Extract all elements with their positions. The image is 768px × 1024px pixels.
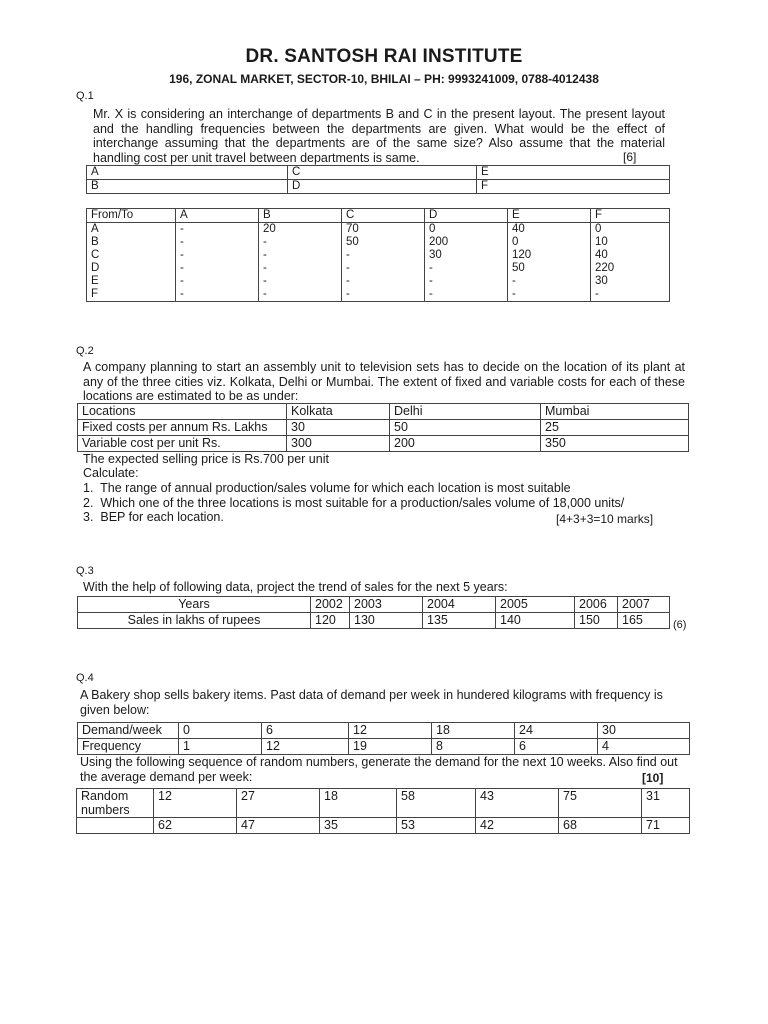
q3-text: With the help of following data, project the trend of sales for the next 5 years: [83,580,508,594]
cell: 2005 [496,597,575,613]
cell: 0 [179,723,262,739]
list-item: 3. BEP for each location. [83,510,224,524]
cell: - [259,275,342,288]
cell: E [87,275,176,288]
cell: B [87,236,176,249]
table-row [87,166,670,180]
cell: Locations [78,404,287,420]
q2-marks: [4+3+3=10 marks] [556,512,654,526]
cell: 40 [591,249,670,262]
cell: 24 [515,723,598,739]
cell: - [342,249,425,262]
cell: 30 [598,723,690,739]
q3-label: Q.3 [76,565,94,577]
q3-marks: (6) [673,619,687,631]
cell: Kolkata [287,404,390,420]
table-row [78,597,670,613]
item-text: Which one of the three locations is most suitable for a production/sales volume of 18,000 units/ [100,495,625,510]
cell: - [176,275,259,288]
cell: 0 [425,223,508,237]
cell: - [508,288,591,302]
table-row [87,236,670,249]
cell: 75 [559,789,642,818]
table-row [77,789,690,818]
cell: 58 [397,789,476,818]
cell: 6 [262,723,349,739]
q1-layout-table [86,165,670,194]
cell: 40 [508,223,591,237]
cell: 8 [432,739,515,755]
layout-cell: E [477,166,670,180]
cell: 120 [508,249,591,262]
cell: 35 [320,818,397,834]
cell: 18 [320,789,397,818]
cell: 10 [591,236,670,249]
cell: 2004 [423,597,496,613]
q4-text: A Bakery shop sells bakery items. Past data of demand per week in hundered kilograms with frequency is given below: [80,688,663,717]
q2-text: A company planning to start an assembly unit to television sets has to decide on the location of its plant at any of the three cities viz. Kolkata, Delhi or Mumbai. The extent of fixed and variable costs for each of these locations are estimated to be as under: [83,360,685,403]
cell: 140 [496,613,575,629]
cell: 62 [154,818,237,834]
cell: - [176,236,259,249]
table-row [78,420,689,436]
cell: 70 [342,223,425,237]
table-row [78,613,670,629]
cell: - [425,275,508,288]
q2-selling-price: The expected selling price is Rs.700 per unit [83,452,329,466]
cell: 12 [154,789,237,818]
cell: Delhi [390,404,541,420]
cell: - [176,249,259,262]
cell: 50 [342,236,425,249]
q4-text2: Using the following sequence of random numbers, generate the demand for the next 10 weeks. Also find out the average demand per week: [80,755,678,784]
cell: - [176,288,259,302]
cell: 50 [390,420,541,436]
header-cell: F [591,209,670,223]
cell: - [508,275,591,288]
cell: D [87,262,176,275]
cell [77,818,154,834]
cell: 12 [262,739,349,755]
cell: 71 [642,818,690,834]
list-item: 1. The range of annual production/sales volume for which each location is most suitable [83,481,571,495]
header-cell: A [176,209,259,223]
cell: 30 [425,249,508,262]
q1-label: Q.1 [76,90,94,102]
cell: 2007 [618,597,670,613]
header-cell: E [508,209,591,223]
q2-label: Q.2 [76,345,94,357]
cell: 300 [287,436,390,452]
table-row [87,249,670,262]
q1-frequency-table [86,208,670,302]
layout-cell: B [87,180,288,194]
cell: 53 [397,818,476,834]
cell: 31 [642,789,690,818]
institute-address: 196, ZONAL MARKET, SECTOR-10, BHILAI – PH: 9993241009, 0788-4012438 [169,72,599,86]
cell: Frequency [78,739,179,755]
cell: 120 [311,613,350,629]
cell: - [176,262,259,275]
cell: 150 [575,613,618,629]
cell: Sales in lakhs of rupees [78,613,311,629]
cell: - [342,288,425,302]
q4-marks: [10] [642,771,664,785]
cell: 135 [423,613,496,629]
cell: 30 [287,420,390,436]
cell: 130 [350,613,423,629]
cell: 0 [508,236,591,249]
cell: 200 [390,436,541,452]
cell: 27 [237,789,320,818]
cell: A [87,223,176,237]
layout-cell: C [288,166,477,180]
cell: Fixed costs per annum Rs. Lakhs [78,420,287,436]
cell: - [259,249,342,262]
cell: 165 [618,613,670,629]
table-header-row [87,209,670,223]
cell: 20 [259,223,342,237]
cell: 18 [432,723,515,739]
cell: - [342,275,425,288]
cell: Demand/week [78,723,179,739]
q4-random-table [76,788,690,834]
cell: 2003 [350,597,423,613]
cell: 25 [541,420,689,436]
layout-cell: F [477,180,670,194]
table-row [77,818,690,834]
table-row [78,739,690,755]
cell: Random numbers [77,789,154,818]
item-text: The range of annual production/sales volume for which each location is most suitable [100,481,571,495]
q4-label: Q.4 [76,672,94,684]
cell: 43 [476,789,559,818]
cell: 200 [425,236,508,249]
header-cell: D [425,209,508,223]
layout-cell: D [288,180,477,194]
header-cell: From/To [87,209,176,223]
cell: 4 [598,739,690,755]
cell: 12 [349,723,432,739]
cell: 47 [237,818,320,834]
q1-marks: [6] [623,150,637,164]
header-cell: B [259,209,342,223]
cell: Mumbai [541,404,689,420]
cell: Variable cost per unit Rs. [78,436,287,452]
cell: - [259,288,342,302]
q1-text: Mr. X is considering an interchange of departments B and C in the present layout. The present layout and the handling frequencies between the departments are given. What would be the effect of interchange assuming that the departments are of the same size? Also assume that the material handling cost per unit travel between departments is same. [93,107,665,165]
cell: C [87,249,176,262]
cell: 1 [179,739,262,755]
cell: 50 [508,262,591,275]
cell: 2006 [575,597,618,613]
item-text: BEP for each location. [100,510,224,524]
cell: 220 [591,262,670,275]
cell: - [259,262,342,275]
q2-calculate: Calculate: [83,466,139,480]
header-cell: C [342,209,425,223]
table-row [87,262,670,275]
cell: 2002 [311,597,350,613]
table-row [78,436,689,452]
cell: - [425,262,508,275]
cell: - [259,236,342,249]
cell: 42 [476,818,559,834]
q4-demand-table [77,722,690,755]
table-row [87,275,670,288]
table-row [87,180,670,194]
cell: - [342,262,425,275]
cell: 6 [515,739,598,755]
cell: Years [78,597,311,613]
cell: - [591,288,670,302]
q2-cost-table [77,403,689,452]
cell: - [176,223,259,237]
cell: 0 [591,223,670,237]
table-row [87,223,670,237]
q3-sales-table [77,596,670,629]
cell: 350 [541,436,689,452]
table-row [87,288,670,302]
cell: F [87,288,176,302]
table-row [78,723,690,739]
layout-cell: A [87,166,288,180]
table-row [78,404,689,420]
cell: 19 [349,739,432,755]
list-item: 2. Which one of the three locations is most suitable for a production/sales volume of 18,000 units/ [83,495,625,510]
cell: 30 [591,275,670,288]
cell: 68 [559,818,642,834]
institute-title: DR. SANTOSH RAI INSTITUTE [245,46,523,67]
cell: - [425,288,508,302]
